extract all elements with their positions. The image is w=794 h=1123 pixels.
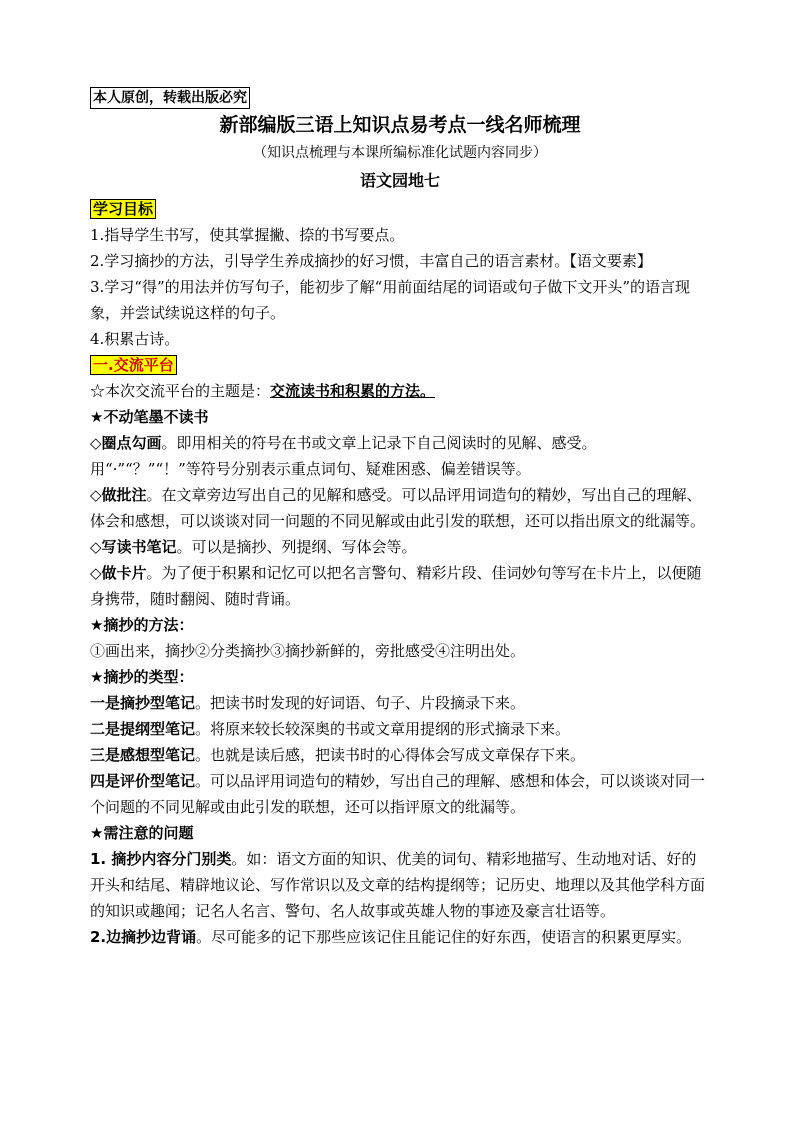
type-item-text: 。将原来较长较深奥的书或文章用提纲的形式摘录下来。 [195, 720, 571, 738]
goal-item: 2.学习摘抄的方法，引导学生养成摘抄的好习惯，丰富自己的语言素材。【语文要素】 [90, 252, 652, 270]
type-item [90, 716, 710, 742]
reading-item [90, 430, 710, 456]
types-heading: ★摘抄的类型： [90, 668, 194, 686]
goal-item: 1.指导学生书写，使其掌握撇、捺的书写要点。 [90, 226, 405, 244]
goal-item: 3.学习“得”的用法并仿写句子，能初步了解“用前面结尾的词语或句子做下文开头”的语言现象，并尝试续说这样的句子。 [90, 278, 690, 322]
document-page [90, 84, 710, 950]
note-item-label: 2.边摘抄边背诵 [90, 928, 197, 946]
methods-heading: ★摘抄的方法： [90, 616, 194, 634]
document-subtitle: （知识点梳理与本课所编标准化试题内容同步） [253, 145, 547, 161]
reading-item [90, 482, 710, 534]
type-item-text: 。把读书时发现的好词语、句子、片段摘录下来。 [195, 694, 526, 712]
notes-heading: ★需注意的问题 [90, 824, 194, 842]
note-item [90, 924, 710, 950]
note-item-label: 1. 摘抄内容分门别类 [90, 850, 232, 868]
type-item-label: 一是摘抄型笔记 [90, 694, 196, 712]
goal-item: 4.积累古诗。 [90, 330, 180, 348]
type-item-text: 。可以品评用词造句的精妙，写出自己的理解、感想和体会，可以谈谈对同一个问题的不同见解或由此引发的联想，还可以指评原文的纰漏等。 [90, 772, 706, 816]
reading-item-text: 。在文章旁边写出自己的见解和感受。可以品评用词造句的精妙，写出自己的理解、体会和感想，可以谈谈对同一问题的不同见解或由此引发的联想，还可以指出原文的纰漏等。 [90, 486, 706, 530]
section-title: 语文园地七 [359, 171, 440, 190]
type-item-label: 四是评价型笔记 [90, 772, 196, 790]
note-item-text: 。如：语文方面的知识、优美的词句、精彩地描写、生动地对话、好的开头和结尾、精辟地议论、写作常识以及文章的结构提纲等；记历史、地理以及其他学科方面的知识或趣闻；记名人名言、警句、名人故事或英雄人物的事迹及豪言壮语等。 [90, 850, 706, 920]
theme-prefix: ☆本次交流平台的主题是： [90, 382, 271, 400]
type-item-text: 。也就是读后感，把读书时的心得体会写成文章保存下来。 [195, 746, 586, 764]
type-item-label: 二是提纲型笔记 [90, 720, 196, 738]
reading-item-text: 。为了便于积累和记忆可以把名言警句、精彩片段、佳词妙句等写在卡片上，以便随身携带，随时翻阅、随时背诵。 [90, 564, 702, 608]
reading-item-label: ◇做批注 [90, 486, 147, 504]
type-item [90, 742, 710, 768]
methods-text: ①画出来，摘抄②分类摘抄③摘抄新鲜的，旁批感受④注明出处。 [90, 642, 526, 660]
reading-heading: ★不动笔墨不读书 [90, 408, 209, 426]
reading-item [90, 456, 710, 482]
reading-item-label: ◇写读书笔记 [90, 538, 177, 556]
document-title: 新部编版三语上知识点易考点一线名师梳理 [219, 114, 581, 136]
platform-heading: 一.交流平台 [90, 355, 177, 375]
reading-item [90, 534, 710, 560]
theme-line [90, 378, 710, 404]
reading-item-text: 。可以是摘抄、列提纲、写体会等。 [176, 538, 417, 556]
note-item-text: 。尽可能多的记下那些应该记住且能记住的好东西，使语言的积累更厚实。 [196, 928, 692, 946]
type-item [90, 690, 710, 716]
reading-item-label: ◇做卡片 [90, 564, 147, 582]
reading-item-text: 。即用相关的符号在书或文章上记录下自己阅读时的见解、感受。 [161, 434, 597, 452]
type-item-label: 三是感想型笔记 [90, 746, 196, 764]
theme-text: 交流读书和积累的方法。 [270, 382, 436, 400]
type-item [90, 768, 710, 820]
reading-item-text: 用“·”“？”“！”等符号分别表示重点词句、疑难困惑、偏差错误等。 [90, 460, 531, 478]
goals-heading: 学习目标 [90, 199, 156, 219]
reading-item [90, 560, 710, 612]
goals-heading-row [90, 196, 710, 222]
copyright-notice [90, 84, 710, 110]
note-item [90, 846, 710, 924]
platform-heading-row [90, 352, 710, 378]
reading-item-label: ◇圈点勾画 [90, 434, 162, 452]
copyright-notice-text: 本人原创，转载出版必究 [90, 87, 250, 109]
